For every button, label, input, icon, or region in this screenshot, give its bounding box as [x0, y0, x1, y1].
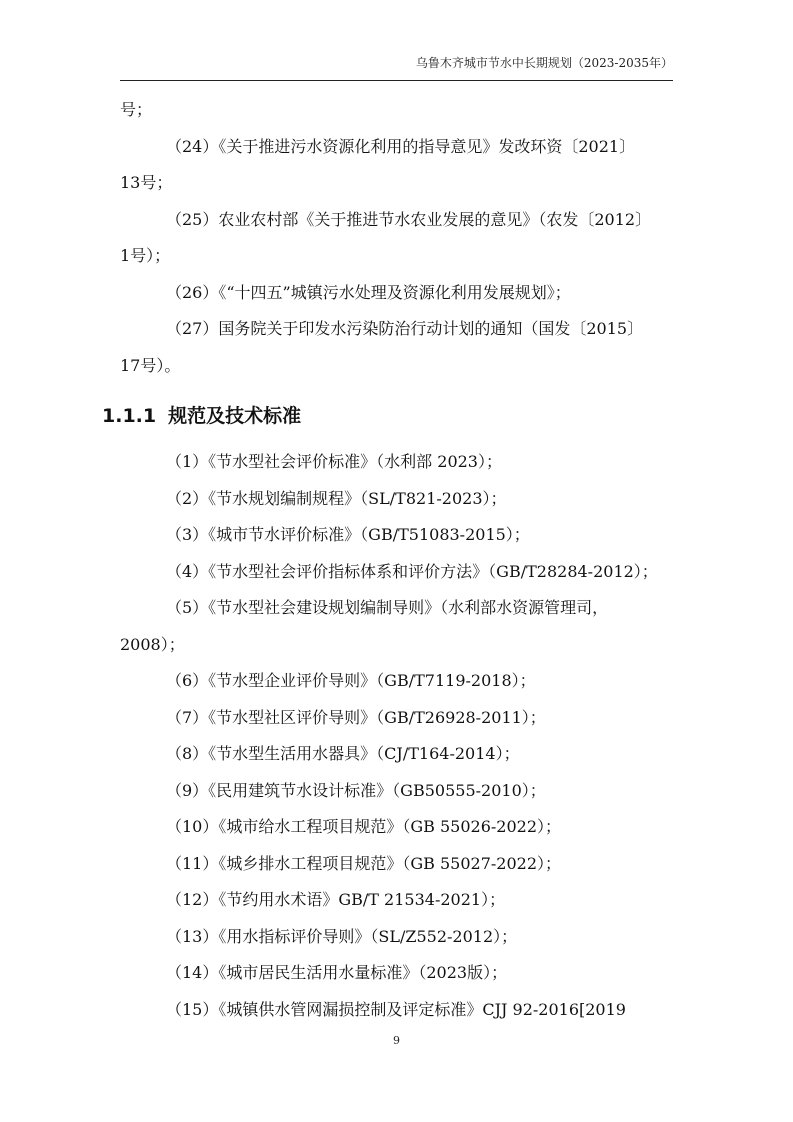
running-header: 乌鲁木齐城市节水中长期规划（2023-2035年）	[415, 56, 673, 70]
standard-item: （4）《节水型社会评价指标体系和评价方法》（GB/T28284-2012）；	[166, 561, 658, 581]
reference-item: 1号）；	[120, 246, 171, 265]
standard-item: （1）《节水型社会评价标准》（水利部 2023）；	[166, 452, 502, 471]
reference-item: （24）《关于推进污水资源化利用的指导意见》发改环资〔2021〕	[166, 136, 636, 156]
standard-item: （13）《用水指标评价导则》（SL/Z552-2012）；	[166, 926, 518, 946]
standard-item: （3）《城市节水评价标准》（GB/T51083-2015）；	[166, 525, 530, 544]
page-number: 9	[393, 1034, 400, 1047]
section-heading	[102, 398, 675, 434]
standard-item: （8）《节水型生活用水器具》（CJ/T164-2014）；	[166, 744, 520, 763]
page-body	[102, 92, 675, 1028]
standard-item: 2008）；	[120, 634, 185, 654]
standard-item: （6）《节水型企业评价导则》（GB/T7119-2018）；	[166, 671, 536, 690]
standard-item: （10）《城市给水工程项目规范》（GB 55026-2022）；	[166, 817, 562, 836]
standard-item: （9）《民用建筑节水设计标准》（GB50555-2010）；	[166, 780, 546, 800]
reference-list-standards	[120, 444, 675, 1028]
standard-item: （5）《节水型社会建设规划编制导则》（水利部水资源管理司，	[166, 598, 609, 617]
reference-item: （25）农业农村部《关于推进节水农业发展的意见》（农发〔2012〕	[166, 209, 652, 229]
header-rule	[120, 80, 673, 81]
reference-item: （27）国务院关于印发水污染防治行动计划的通知（国发〔2015〕	[166, 319, 644, 338]
standard-item: （7）《节水型社区评价导则》（GB/T26928-2011）；	[166, 707, 546, 727]
reference-item: 17号）。	[120, 355, 181, 375]
standard-item: （14）《城市居民生活用水量标准》（2023版）；	[166, 963, 508, 982]
reference-list-policies	[120, 92, 675, 384]
standard-item: （11）《城乡排水工程项目规范》（GB 55027-2022）；	[166, 853, 562, 873]
section-title: 规范及技术标准	[168, 405, 302, 427]
standard-item: （2）《节水规划编制规程》（SL/T821-2023）；	[166, 488, 507, 508]
reference-item: 号；	[120, 100, 153, 119]
reference-item: （26）《“十四五”城镇污水处理及资源化利用发展规划》；	[166, 282, 571, 302]
standard-item: （15）《城镇供水管网漏损控制及评定标准》CJJ 92-2016[2019	[166, 999, 626, 1019]
section-number: 1.1.1	[102, 405, 157, 427]
reference-item: 13号；	[120, 173, 173, 192]
standard-item: （12）《节约用水术语》GB/T 21534-2021）；	[166, 890, 506, 909]
